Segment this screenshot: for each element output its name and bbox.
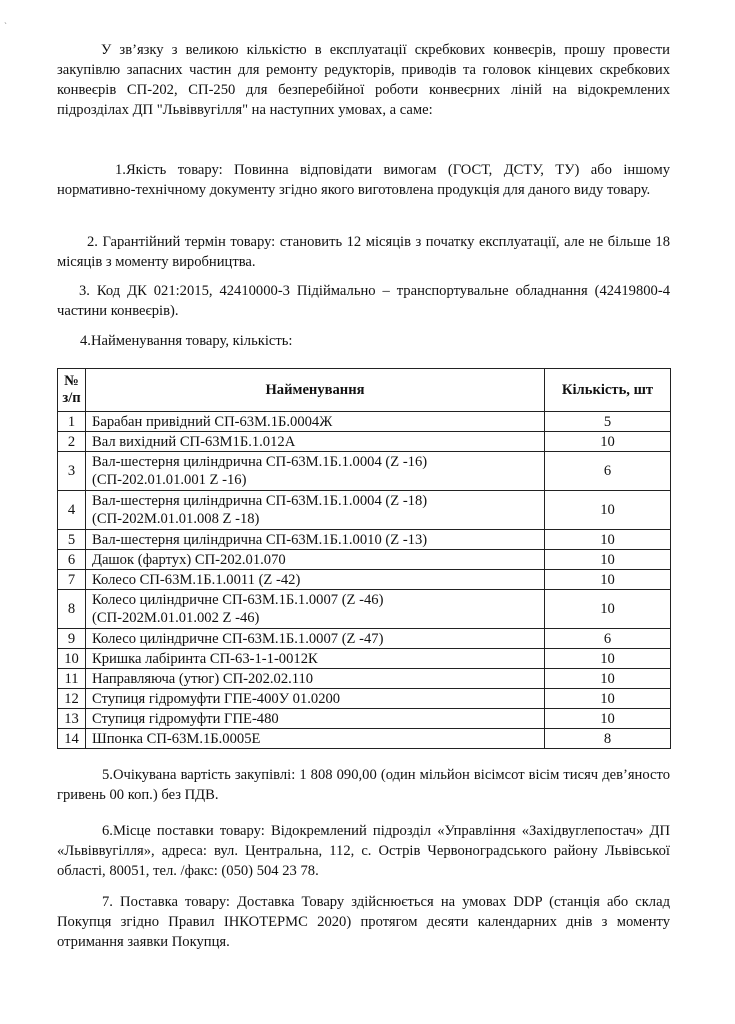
table-row (58, 590, 671, 629)
row-quantity: 10 (545, 530, 671, 550)
row-name-line: Вал-шестерня циліндрична СП-63М.1Б.1.0010 (Z -13) (92, 531, 428, 548)
intro-paragraph: У зв’язку з великою кількістю в експлуатації скребкових конвеєрів, прошу провести закупівлю запасних частин для ремонту редукторів, приводів та головок кінцевих скребкових конвеєрів СП-202, СП-250 для безперебійної роботи конвеєрних ліній на відокремлених підрозділах ДП "Львіввугілля" на наступних умовах, а саме: (57, 42, 670, 118)
row-name (86, 550, 545, 570)
row-quantity: 10 (545, 550, 671, 570)
row-name-line: (СП-202М.01.01.008 Z -18) (92, 511, 260, 527)
row-quantity: 10 (545, 590, 671, 629)
row-number: 11 (58, 669, 86, 689)
quality-paragraph: 1.Якість товару: Повинна відповідати вимогам (ГОСТ, ДСТУ, ТУ) або іншому нормативно-технічному документу згідно якого виготовлена продукція для даного виду товару. (57, 162, 670, 198)
row-name (86, 530, 545, 550)
row-quantity: 10 (545, 649, 671, 669)
row-name-line: Ступиця гідромуфти ГПЕ-400У 01.0200 (92, 690, 341, 707)
row-number: 8 (58, 590, 86, 629)
row-number: 9 (58, 629, 86, 649)
header-name: Найменування (86, 369, 545, 412)
row-name (86, 669, 545, 689)
row-quantity: 10 (545, 570, 671, 590)
delivery-terms-paragraph: 7. Поставка товару: Доставка Товару здійснюється на умовах DDP (станція або склад Покупця згідно Правил ІНКОТЕРМС 2020) протягом десяти календарних днів з моменту отримання заявки Покупця. (57, 894, 670, 950)
table-row (58, 432, 671, 452)
table-row (58, 729, 671, 749)
row-name-line: Колесо циліндричне СП-63М.1Б.1.0007 (Z -46) (92, 592, 384, 608)
table-row (58, 412, 671, 432)
header-quantity: Кількість, шт (545, 369, 671, 412)
row-name (86, 432, 545, 452)
row-number: 6 (58, 550, 86, 570)
row-name-line: Ступиця гідромуфти ГПЕ-480 (92, 710, 279, 727)
goods-table (57, 368, 671, 749)
row-name (86, 590, 545, 629)
row-name (86, 709, 545, 729)
row-name-line: Дашок (фартух) СП-202.01.070 (92, 551, 286, 568)
row-name (86, 412, 545, 432)
row-number: 10 (58, 649, 86, 669)
row-number: 5 (58, 530, 86, 550)
row-number: 3 (58, 452, 86, 491)
row-number: 14 (58, 729, 86, 749)
table-row (58, 709, 671, 729)
table-row (58, 491, 671, 530)
row-name-line: Колесо циліндричне СП-63М.1Б.1.0007 (Z -47) (92, 630, 384, 647)
table-row (58, 530, 671, 550)
row-name-line: Вал вихідний СП-63М1Б.1.012А (92, 433, 296, 450)
row-name (86, 629, 545, 649)
header-number: № з/п (58, 369, 86, 412)
table-header-row (58, 369, 671, 412)
row-number: 1 (58, 412, 86, 432)
row-name (86, 689, 545, 709)
table-row (58, 570, 671, 590)
row-quantity: 8 (545, 729, 671, 749)
table-row (58, 689, 671, 709)
row-quantity: 10 (545, 689, 671, 709)
row-quantity: 6 (545, 452, 671, 491)
row-number: 13 (58, 709, 86, 729)
row-name-line: Вал-шестерня циліндрична СП-63М.1Б.1.0004 (Z -18) (92, 493, 428, 509)
cost-paragraph: 5.Очікувана вартість закупівлі: 1 808 090,00 (один мільйон вісімсот вісім тисяч дев’яносто гривень 00 коп.) без ПДВ. (57, 767, 670, 803)
table-row (58, 629, 671, 649)
row-name-line: Кришка лабіринта СП-63-1-1-0012К (92, 650, 318, 667)
row-number: 2 (58, 432, 86, 452)
corner-mark: ` (4, 21, 7, 31)
row-name-line: Вал-шестерня циліндрична СП-63М.1Б.1.0004 (Z -16) (92, 454, 428, 470)
row-number: 4 (58, 491, 86, 530)
row-name (86, 491, 545, 530)
row-name (86, 649, 545, 669)
row-name-line: Шпонка СП-63М.1Б.0005Е (92, 730, 261, 747)
warranty-paragraph: 2. Гарантійний термін товару: становить 12 місяців з початку експлуатації, але не більше 18 місяців з моменту виробництва. (57, 234, 670, 270)
delivery-place-paragraph: 6.Місце поставки товару: Відокремлений підрозділ «Управління «Західвуглепостач» ДП «Львіввугілля», адреса: вул. Центральна, 112, с. Острів Червоноградського району Львівської області, 80051, тел. /факс: (050) 504 23 78. (57, 823, 670, 879)
table-row (58, 649, 671, 669)
row-name-line: (СП-202М.01.01.002 Z -46) (92, 610, 260, 626)
row-name (86, 729, 545, 749)
code-paragraph: 3. Код ДК 021:2015, 42410000-3 Підіймально – транспортувальне обладнання (42419800-4 частини конвеєрів). (57, 283, 670, 319)
row-name (86, 452, 545, 491)
row-name-line: Направляюча (утюг) СП-202.02.110 (92, 670, 314, 687)
items-heading: 4.Найменування товару, кількість: (80, 333, 293, 349)
row-quantity: 5 (545, 412, 671, 432)
row-number: 12 (58, 689, 86, 709)
row-quantity: 10 (545, 491, 671, 530)
row-quantity: 6 (545, 629, 671, 649)
row-number: 7 (58, 570, 86, 590)
row-quantity: 10 (545, 432, 671, 452)
table-row (58, 452, 671, 491)
table-body (58, 412, 671, 749)
row-quantity: 10 (545, 669, 671, 689)
row-quantity: 10 (545, 709, 671, 729)
table-row (58, 669, 671, 689)
table-row (58, 550, 671, 570)
row-name (86, 570, 545, 590)
row-name-line: Колесо СП-63М.1Б.1.0011 (Z -42) (92, 571, 301, 588)
row-name-line: Барабан привідний СП-63М.1Б.0004Ж (92, 413, 333, 430)
row-name-line: (СП-202.01.01.001 Z -16) (92, 472, 247, 488)
